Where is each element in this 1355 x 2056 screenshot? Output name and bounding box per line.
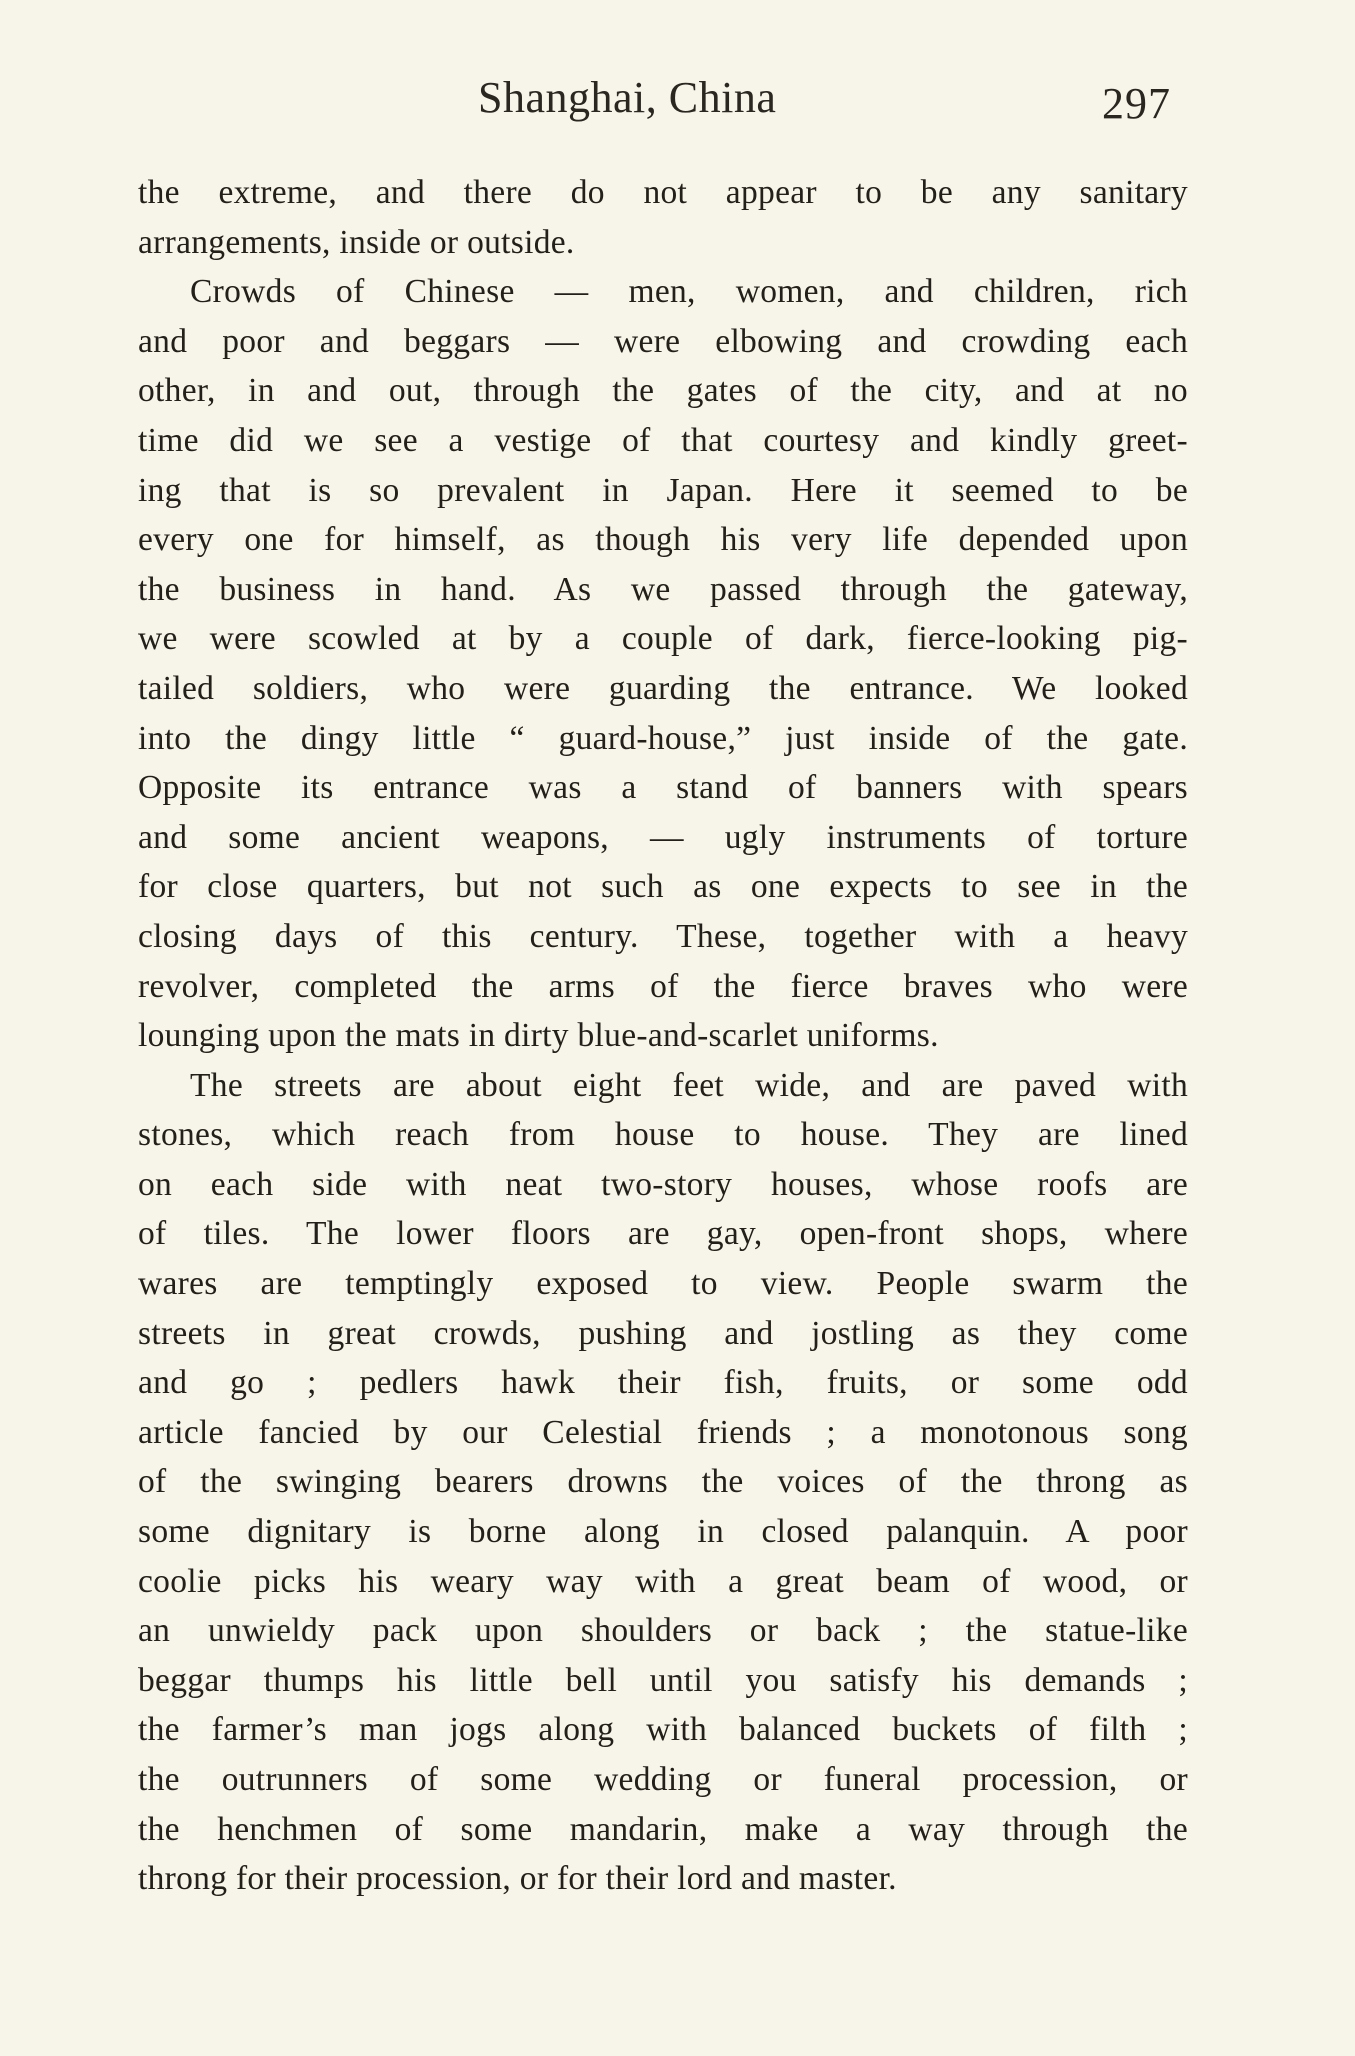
page-number: 297 <box>1102 79 1171 128</box>
text-line: ing that is so prevalent in Japan. Here it seemed to be <box>138 471 1188 509</box>
text-line: beggar thumps his little bell until you satisfy his demands ; <box>138 1661 1188 1699</box>
paragraph <box>138 1061 1188 1904</box>
text-line: The streets are about eight feet wide, and are paved with <box>190 1066 1188 1104</box>
running-title: Shanghai, China <box>478 73 777 122</box>
text-line: every one for himself, as though his very life depended upon <box>138 521 1188 559</box>
text-line: an unwieldy pack upon shoulders or back ; the statue-like <box>138 1612 1188 1650</box>
text-line: closing days of this century. These, together with a heavy <box>138 917 1188 955</box>
text-line: the outrunners of some wedding or funeral procession, or <box>138 1761 1188 1798</box>
text-line: and go ; pedlers hawk their fish, fruits, or some odd <box>138 1364 1188 1402</box>
text-line: throng for their procession, or for their lord and master. <box>138 1860 897 1898</box>
paragraph <box>138 267 1188 1061</box>
body-text <box>138 168 1188 1904</box>
text-line: the business in hand. As we passed through the gateway, <box>138 570 1188 608</box>
text-line: lounging upon the mats in dirty blue-and-scarlet uniforms. <box>138 1017 939 1055</box>
text-line: revolver, completed the arms of the fierce braves who were <box>138 967 1188 1005</box>
running-head <box>0 72 1355 132</box>
text-line: the farmer’s man jogs along with balanced buckets of filth ; <box>138 1711 1188 1749</box>
text-line: and some ancient weapons, — ugly instruments of torture <box>138 818 1188 856</box>
text-line: coolie picks his weary way with a great beam of wood, or <box>138 1562 1188 1600</box>
text-line: we were scowled at by a couple of dark, fierce-looking pig- <box>138 620 1188 658</box>
text-line: time did we see a vestige of that courtesy and kindly greet- <box>138 421 1188 459</box>
text-line: Crowds of Chinese — men, women, and children, rich <box>190 273 1188 311</box>
text-line: streets in great crowds, pushing and jostling as they come <box>138 1314 1188 1352</box>
text-line: article fancied by our Celestial friends ; a monotonous song <box>138 1413 1188 1451</box>
text-line: on each side with neat two-story houses, whose roofs are <box>138 1165 1188 1203</box>
text-line: arrangements, inside or outside. <box>138 223 575 261</box>
text-line: and poor and beggars — were elbowing and crowding each <box>138 322 1188 360</box>
text-line: tailed soldiers, who were guarding the entrance. We looked <box>138 669 1188 707</box>
text-line: the extreme, and there do not appear to be any sanitary <box>138 174 1188 211</box>
text-line: some dignitary is borne along in closed palanquin. A poor <box>138 1513 1188 1551</box>
text-line: into the dingy little “ guard-house,” just inside of the gate. <box>138 719 1188 757</box>
text-line: of tiles. The lower floors are gay, open-front shops, where <box>138 1215 1188 1253</box>
text-line: the henchmen of some mandarin, make a way through the <box>138 1810 1188 1848</box>
paragraph <box>138 168 1188 267</box>
text-line: wares are temptingly exposed to view. People swarm the <box>138 1265 1188 1303</box>
text-line: stones, which reach from house to house. They are lined <box>138 1116 1188 1154</box>
text-line: other, in and out, through the gates of the city, and at no <box>138 372 1188 410</box>
text-line: for close quarters, but not such as one expects to see in the <box>138 868 1188 906</box>
text-line: of the swinging bearers drowns the voices of the throng as <box>138 1463 1188 1501</box>
text-line: Opposite its entrance was a stand of banners with spears <box>138 769 1188 807</box>
